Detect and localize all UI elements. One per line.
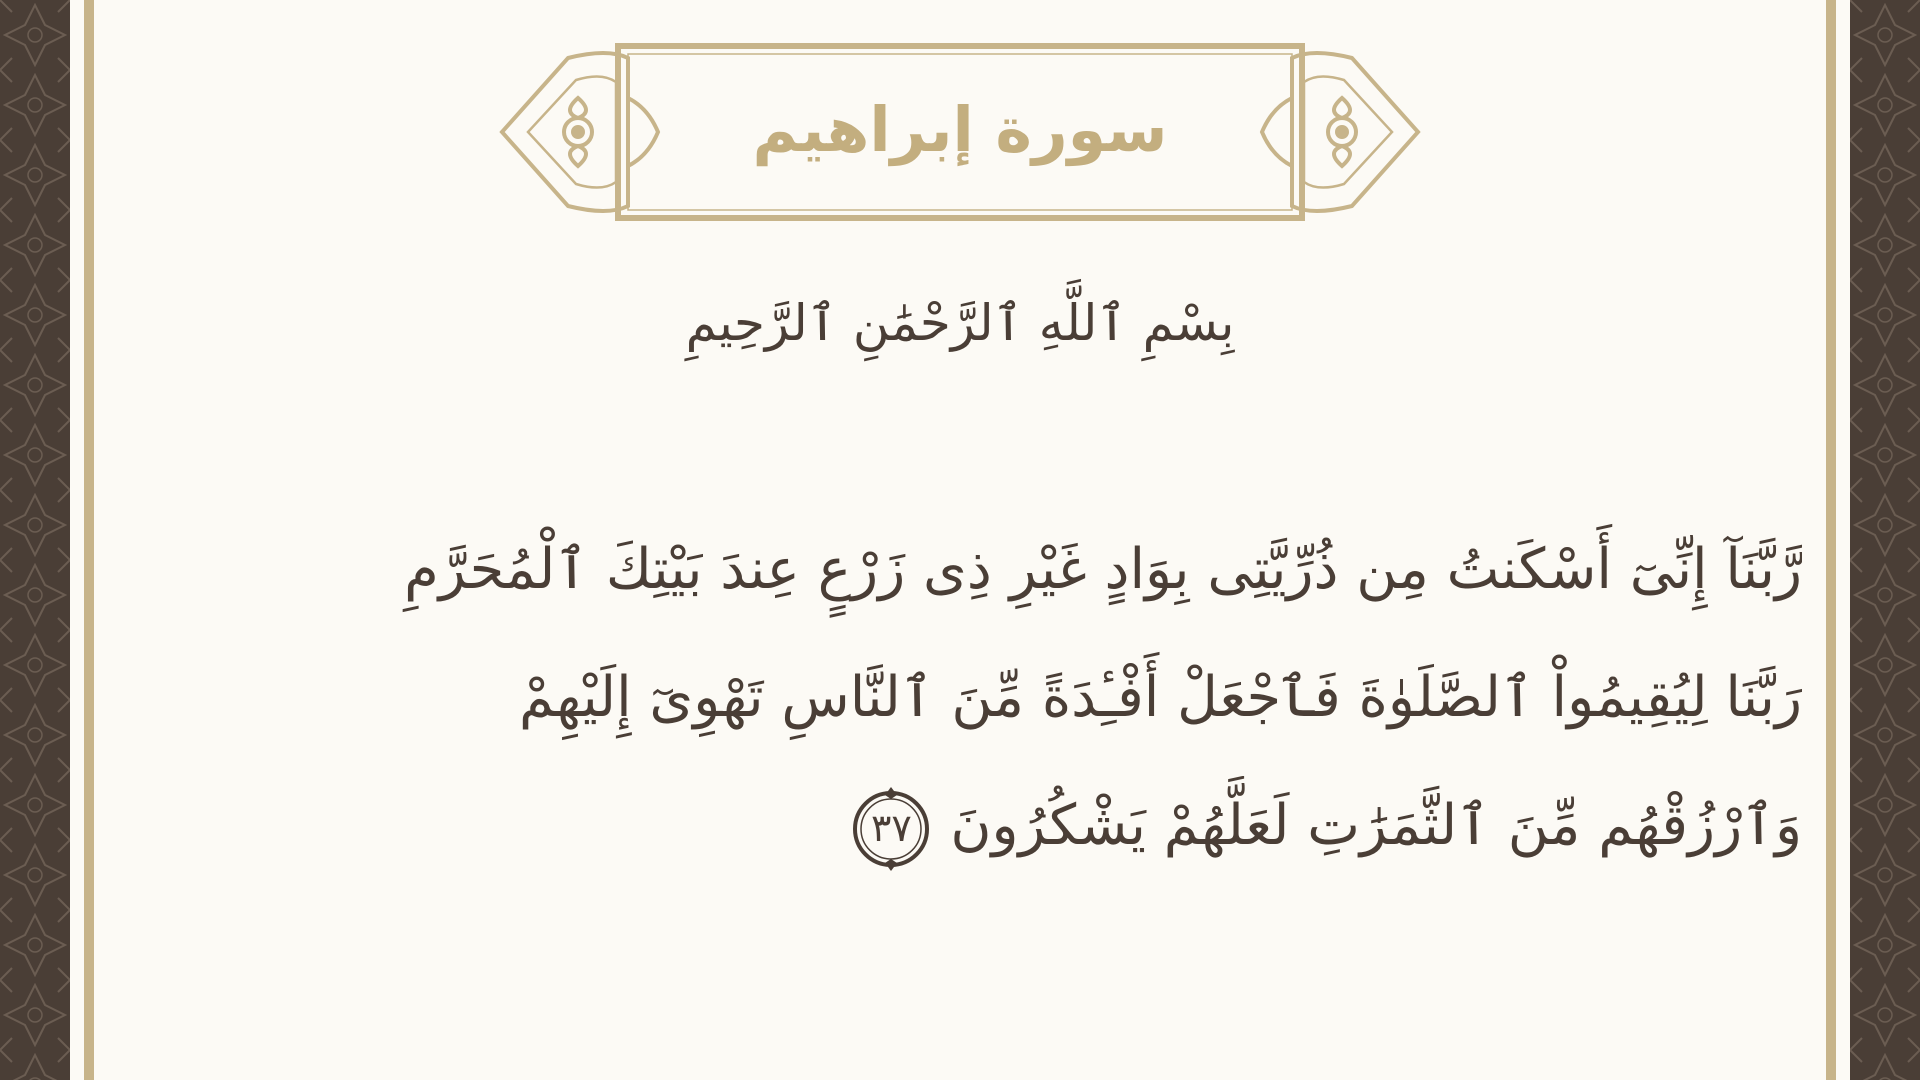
right-geometric-border <box>1850 0 1920 1080</box>
ayah-end-marker-icon <box>848 786 934 872</box>
left-gold-rule <box>84 0 94 1080</box>
verse-line-3-text: وَٱرْزُقْهُم مِّنَ ٱلثَّمَرَٰتِ لَعَلَّهُمْ يَشْكُرُونَ <box>950 793 1802 858</box>
left-geometric-border <box>0 0 70 1080</box>
geometric-pattern-icon <box>1850 0 1920 1080</box>
right-gold-rule <box>1826 0 1836 1080</box>
surah-header-frame <box>498 38 1422 228</box>
basmala: بِسْمِ ٱللَّهِ ٱلرَّحْمَٰنِ ٱلرَّحِيمِ <box>685 294 1235 352</box>
geometric-pattern-icon <box>0 0 70 1080</box>
verse-line-1: رَّبَّنَآ إِنِّىٓ أَسْكَنتُ مِن ذُرِّيَّتِى بِوَادٍ غَيْرِ ذِى زَرْعٍ عِندَ بَيْتِكَ ٱلْمُحَرَّمِ <box>404 537 1802 602</box>
verse-line-2: رَبَّنَا لِيُقِيمُواْ ٱلصَّلَوٰةَ فَٱجْعَلْ أَفْـِٔدَةً مِّنَ ٱلنَّاسِ تَهْوِىٓ إِلَيْهِمْ <box>519 665 1802 730</box>
ayah-number: ٣٧ <box>870 805 912 850</box>
surah-title: سورة إبراهيم <box>752 93 1168 166</box>
verse-line-3 <box>190 776 1802 904</box>
verse-text <box>190 520 1802 904</box>
